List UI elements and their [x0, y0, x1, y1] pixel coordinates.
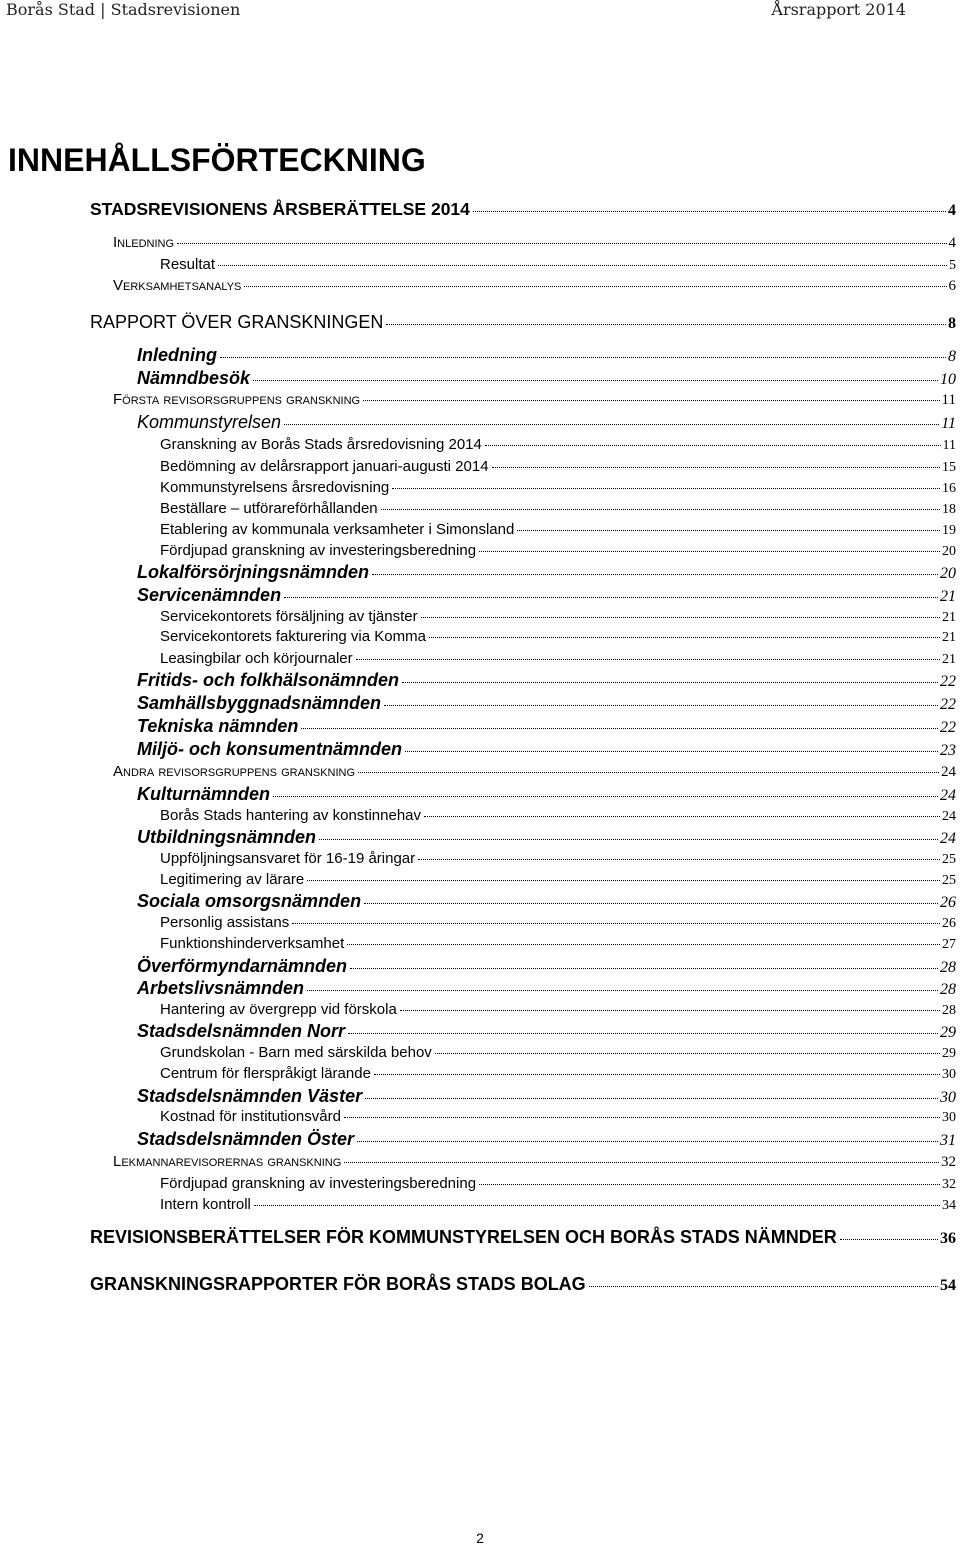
toc-leader-dots [284, 424, 939, 425]
toc-leader-dots [307, 990, 938, 991]
toc-leader-dots [374, 1074, 940, 1075]
toc-entry-title: Arbetslivsnämnden [137, 978, 305, 998]
toc-entry[interactable] [160, 436, 956, 454]
toc-entry[interactable] [160, 650, 956, 668]
toc-entry-title: Fördjupad granskning av investeringsberedning [160, 542, 477, 559]
toc-entry[interactable] [137, 827, 956, 848]
toc-entry-title: Centrum för flerspråkigt lärande [160, 1065, 371, 1082]
toc-entry[interactable] [160, 935, 956, 953]
toc-entry[interactable] [160, 1065, 956, 1083]
toc-entry-title: Kommunstyrelsen [137, 412, 282, 432]
toc-leader-dots [344, 1162, 939, 1163]
toc-entry[interactable] [160, 608, 956, 626]
toc-entry[interactable] [137, 956, 956, 977]
toc-entry-title: Servicekontorets försäljning av tjänster [160, 608, 418, 625]
toc-entry-title: Servicekontorets fakturering via Komma [160, 628, 426, 645]
toc-entry[interactable] [113, 234, 956, 252]
toc-entry-title: Granskning av Borås Stads årsredovisning 2014 [160, 436, 482, 453]
toc-entry-title: Kulturnämnden [137, 784, 270, 804]
toc-entry-title: Legitimering av lärare [160, 871, 305, 888]
toc-entry-title: Inledning [113, 234, 175, 251]
toc-leader-dots [381, 509, 940, 510]
toc-leader-dots [253, 380, 938, 381]
toc-entry-page: 6 [948, 278, 956, 294]
toc-entry[interactable] [160, 1044, 956, 1062]
header-right-text: Årsrapport 2014 [771, 0, 906, 19]
toc-entry-page: 11 [941, 392, 956, 408]
toc-entry[interactable] [160, 1001, 956, 1019]
toc-entry-title: Stadsdelsnämnden Norr [137, 1021, 346, 1041]
toc-entry[interactable] [113, 763, 956, 781]
toc-entry[interactable] [137, 716, 956, 737]
toc-entry[interactable] [160, 479, 956, 497]
toc-entry-page: 54 [940, 1277, 956, 1294]
toc-entry-title: GRANSKNINGSRAPPORTER FÖR BORÅS STADS BOLAG [90, 1274, 586, 1294]
toc-entry-page: 30 [940, 1089, 956, 1106]
toc-entry-page: 31 [940, 1132, 956, 1149]
toc-leader-dots [435, 1053, 940, 1054]
toc-leader-dots [307, 880, 940, 881]
toc-entry-page: 25 [942, 852, 956, 867]
toc-entry-page: 11 [941, 415, 956, 432]
toc-entry-title: Kommunstyrelsens årsredovisning [160, 479, 390, 496]
toc-entry-title: Stadsdelsnämnden Öster [137, 1129, 355, 1149]
toc-leader-dots [244, 286, 946, 287]
toc-entry-title: Samhällsbyggnadsnämnden [137, 693, 382, 713]
toc-leader-dots [273, 796, 938, 797]
toc-entry[interactable] [160, 500, 956, 518]
toc-entry[interactable] [137, 368, 956, 389]
toc-entry[interactable] [137, 345, 956, 366]
toc-entry-title: Leasingbilar och körjournaler [160, 650, 353, 667]
toc-entry-page: 29 [942, 1046, 956, 1061]
toc-entry[interactable] [137, 739, 956, 760]
toc-entry-title: Överförmyndarnämnden [137, 956, 348, 976]
toc-entry-title: RAPPORT ÖVER GRANSKNINGEN [90, 312, 384, 332]
toc-entry-page: 36 [940, 1230, 956, 1247]
toc-entry-title: Utbildningsnämnden [137, 827, 316, 847]
toc-entry-page: 28 [940, 981, 956, 998]
toc-entry-page: 16 [942, 481, 956, 496]
toc-entry-page: 21 [942, 610, 956, 625]
toc-entry[interactable] [137, 693, 956, 714]
toc-entry-title: Verksamhetsanalys [113, 277, 242, 294]
toc-leader-dots [402, 682, 938, 683]
toc-entry[interactable] [160, 807, 956, 825]
toc-entry-title: Resultat [160, 256, 216, 273]
toc-entry[interactable] [113, 391, 956, 409]
toc-entry-page: 22 [940, 696, 956, 713]
toc-entry-title: Första revisorsgruppens granskning [113, 391, 361, 408]
toc-entry-page: 5 [949, 258, 956, 273]
toc-leader-dots [358, 772, 939, 773]
toc-leader-dots [479, 1184, 940, 1185]
page-number: 2 [476, 1530, 484, 1546]
toc-leader-dots [364, 903, 938, 904]
toc-leader-dots [384, 705, 938, 706]
toc-entry-title: Intern kontroll [160, 1196, 251, 1213]
toc-entry-page: 10 [940, 371, 956, 388]
toc-entry-page: 11 [942, 438, 956, 453]
toc-entry-page: 26 [940, 894, 956, 911]
toc-entry-page: 21 [942, 652, 956, 667]
page-title: INNEHÅLLSFÖRTECKNING [8, 142, 426, 178]
toc-entry[interactable] [160, 871, 956, 889]
toc-entry-page: 24 [941, 764, 956, 780]
toc-entry[interactable] [137, 1129, 956, 1150]
toc-entry-page: 19 [942, 523, 956, 538]
toc-entry[interactable] [137, 412, 956, 433]
toc-leader-dots [473, 211, 946, 212]
toc-leader-dots [485, 445, 941, 446]
toc-entry[interactable] [137, 585, 956, 606]
toc-leader-dots [356, 659, 940, 660]
toc-entry-title: Borås Stads hantering av konstinnehav [160, 807, 421, 824]
toc-entry-page: 27 [942, 937, 956, 952]
toc-leader-dots [424, 816, 940, 817]
toc-leader-dots [177, 243, 946, 244]
toc-leader-dots [479, 551, 940, 552]
toc-entry-page: 24 [940, 787, 956, 804]
toc-entry-title: Hantering av övergrepp vid förskola [160, 1001, 397, 1018]
toc-entry-page: 22 [940, 719, 956, 736]
toc-entry-title: Uppföljningsansvaret för 16-19 åringar [160, 850, 416, 867]
toc-entry-title: Sociala omsorgsnämnden [137, 891, 362, 911]
toc-leader-dots [365, 1098, 938, 1099]
toc-entry-page: 32 [941, 1154, 956, 1170]
toc-entry-page: 24 [942, 809, 956, 824]
toc-entry[interactable] [137, 978, 956, 999]
toc-leader-dots [254, 1205, 940, 1206]
toc-entry[interactable] [160, 458, 956, 476]
toc-entry-page: 24 [940, 830, 956, 847]
toc-entry-page: 20 [940, 565, 956, 582]
toc-leader-dots [348, 1033, 938, 1034]
toc-entry-page: 30 [942, 1067, 956, 1082]
toc-entry-page: 32 [942, 1177, 956, 1192]
toc-entry-title: REVISIONSBERÄTTELSER FÖR KOMMUNSTYRELSEN OCH BORÅS STADS NÄMNDER [90, 1227, 837, 1247]
toc-entry-page: 28 [940, 959, 956, 976]
toc-entry-title: Personlig assistans [160, 914, 290, 931]
toc-entry-page: 26 [942, 916, 956, 931]
toc-entry-page: 23 [940, 742, 956, 759]
toc-entry[interactable] [137, 1086, 956, 1107]
toc-entry-page: 21 [942, 630, 956, 645]
toc-entry-title: Tekniska nämnden [137, 716, 299, 736]
toc-leader-dots [392, 488, 940, 489]
toc-entry[interactable] [160, 914, 956, 932]
toc-entry-title: Etablering av kommunala verksamheter i Simonsland [160, 521, 515, 538]
toc-entry-title: Beställare – utförareförhållanden [160, 500, 378, 517]
toc-leader-dots [421, 617, 940, 618]
toc-entry-title: Miljö- och konsumentnämnden [137, 739, 403, 759]
toc-leader-dots [386, 324, 946, 325]
toc-leader-dots [492, 467, 940, 468]
toc-entry-title: Grundskolan - Barn med särskilda behov [160, 1044, 432, 1061]
toc-entry[interactable] [90, 199, 956, 220]
toc-entry-title: Fritids- och folkhälsonämnden [137, 670, 400, 690]
toc-entry-page: 20 [942, 544, 956, 559]
toc-entry-title: Inledning [137, 345, 217, 365]
toc-entry-page: 15 [942, 460, 956, 475]
toc-entry-title: Lokalförsörjningsnämnden [137, 562, 370, 582]
toc-entry[interactable] [137, 784, 956, 805]
toc-entry-title: Stadsdelsnämnden Väster [137, 1086, 363, 1106]
toc-entry[interactable] [160, 850, 956, 868]
toc-leader-dots [405, 751, 938, 752]
toc-leader-dots [589, 1286, 938, 1287]
toc-entry-page: 4 [948, 235, 956, 251]
toc-entry[interactable] [137, 891, 956, 912]
toc-entry[interactable] [160, 521, 956, 539]
toc-entry[interactable] [137, 562, 956, 583]
toc-leader-dots [400, 1010, 940, 1011]
header-left-text: Borås Stad | Stadsrevisionen [6, 0, 241, 19]
toc-leader-dots [344, 1117, 940, 1118]
toc-entry-page: 30 [942, 1110, 956, 1125]
toc-entry-page: 34 [942, 1198, 956, 1213]
toc-entry[interactable] [160, 256, 956, 274]
toc-entry-title: Servicenämnden [137, 585, 282, 605]
toc-entry-title: Lekmannarevisorernas granskning [113, 1153, 342, 1170]
toc-entry-page: 22 [940, 673, 956, 690]
toc-leader-dots [220, 357, 946, 358]
toc-entry[interactable] [160, 1108, 956, 1126]
toc-leader-dots [363, 400, 939, 401]
toc-entry-title: Nämndbesök [137, 368, 251, 388]
toc-entry-title: Andra revisorsgruppens granskning [113, 763, 356, 780]
toc-entry[interactable] [137, 1021, 956, 1042]
toc-entry[interactable] [90, 1274, 956, 1295]
toc-entry[interactable] [160, 1175, 956, 1193]
toc-leader-dots [372, 574, 938, 575]
toc-entry-page: 21 [940, 588, 956, 605]
toc-entry[interactable] [90, 1227, 956, 1248]
toc-entry[interactable] [160, 1196, 956, 1214]
toc-entry[interactable] [113, 277, 956, 295]
toc-leader-dots [357, 1141, 938, 1142]
toc-entry-page: 29 [940, 1024, 956, 1041]
toc-leader-dots [218, 265, 947, 266]
toc-entry-title: Fördjupad granskning av investeringsberedning [160, 1175, 477, 1192]
toc-entry-page: 8 [948, 315, 956, 332]
toc-entry-page: 18 [942, 502, 956, 517]
toc-leader-dots [517, 530, 940, 531]
toc-leader-dots [418, 859, 940, 860]
toc-entry[interactable] [160, 628, 956, 646]
toc-leader-dots [429, 637, 940, 638]
toc-entry-title: Bedömning av delårsrapport januari-augusti 2014 [160, 458, 489, 475]
toc-leader-dots [840, 1239, 938, 1240]
toc-entry-page: 25 [942, 873, 956, 888]
toc-entry[interactable] [113, 1153, 956, 1171]
toc-leader-dots [284, 597, 938, 598]
toc-entry-title: STADSREVISIONENS ÅRSBERÄTTELSE 2014 [90, 199, 470, 219]
toc-entry-title: Funktionshinderverksamhet [160, 935, 345, 952]
toc-entry[interactable] [160, 542, 956, 560]
toc-leader-dots [347, 944, 940, 945]
toc-leader-dots [301, 728, 938, 729]
toc-entry[interactable] [90, 312, 956, 333]
toc-entry-page: 8 [948, 348, 956, 365]
toc-leader-dots [292, 923, 940, 924]
toc-leader-dots [319, 839, 938, 840]
toc-entry-title: Kostnad för institutionsvård [160, 1108, 341, 1125]
toc-entry-page: 4 [948, 202, 956, 219]
toc-entry-page: 28 [942, 1003, 956, 1018]
toc-leader-dots [350, 968, 938, 969]
toc-entry[interactable] [137, 670, 956, 691]
